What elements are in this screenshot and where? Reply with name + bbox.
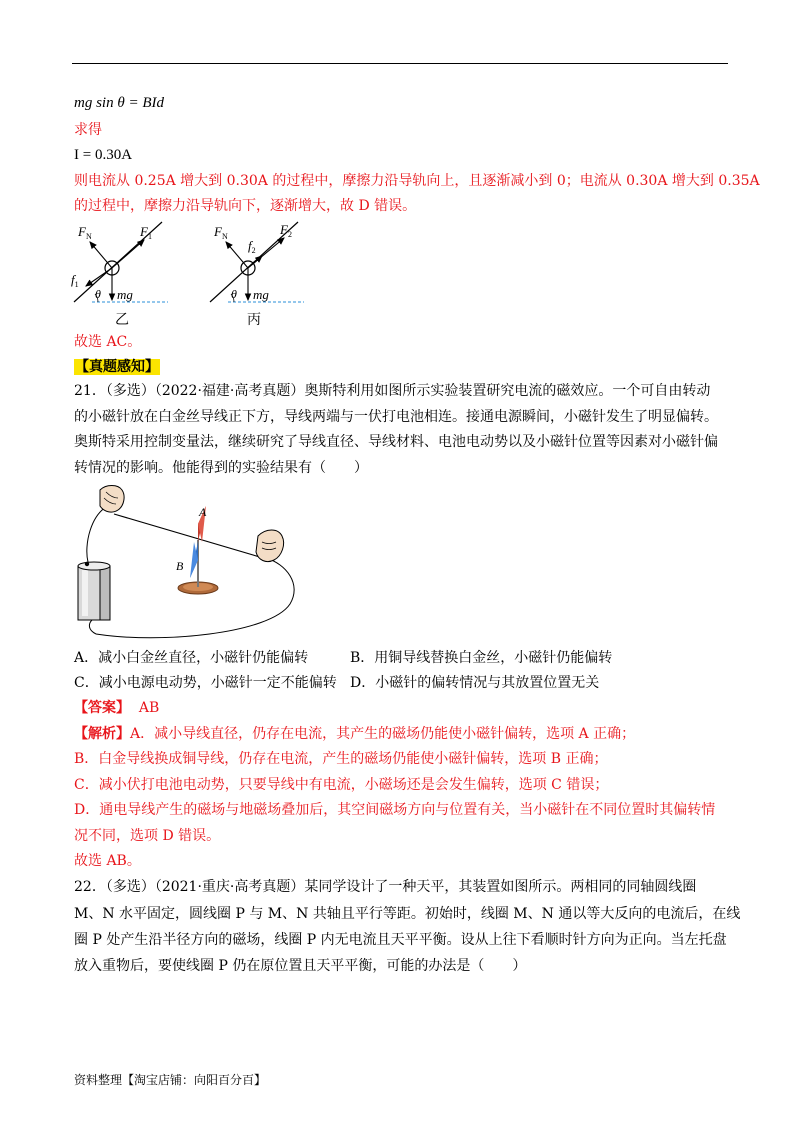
- right-hand-icon: [256, 530, 284, 562]
- caption-left: 乙: [115, 313, 129, 328]
- q21-stem-line-3: 奥斯特采用控制变量法，继续研究了导线直径、导线材料、电池电动势以及小磁针位置等因素对小磁针偏: [74, 434, 718, 450]
- label-applied-force-right: $F_2$: [280, 222, 292, 239]
- equation-force-balance: mg sin θ = BId: [74, 95, 164, 111]
- answer-value: AB: [138, 700, 160, 716]
- equation-current: I = 0.30A: [74, 147, 133, 163]
- battery-icon: [78, 562, 110, 620]
- label-theta-left: θ: [95, 287, 101, 301]
- q21-option-a: A．减小白金丝直径，小磁针仍能偏转: [74, 650, 309, 666]
- q21-option-c: C．减小电源电动势，小磁针一定不能偏转: [74, 675, 337, 691]
- force-diagrams: [60, 216, 350, 332]
- label-friction-left: $f_1$: [71, 272, 79, 289]
- q22-stem-line-2: M、N 水平固定，圆线圈 P 与 M、N 共轴且平行等距。初始时，线圈 M、N 通以等大反向的电流后，在线: [74, 906, 741, 922]
- q21-option-d: D．小磁针的偏转情况与其放置位置无关: [350, 675, 600, 691]
- q21-analysis-line-3: C．减小伏打电池电动势，只要导线中有电流，小磁场还是会发生偏转，选项 C 错误；: [74, 777, 609, 793]
- choose-ac: 故选 AC。: [74, 334, 142, 350]
- q22-stem-line-1: 22．（多选）（2021·重庆·高考真题）某同学设计了一种天平，其装置如图所示。两相同的同轴圆线圈: [74, 879, 697, 895]
- q21-analysis-line-4: D．通电导线产生的磁场与地磁场叠加后，其空间磁场方向与位置有关，当小磁针在不同位置时其偏转情: [74, 802, 716, 818]
- solution-paragraph-line-1: 则电流从 0.25A 增大到 0.30A 的过程中，摩擦力沿导轨向上，且逐渐减小到 0；电流从 0.30A 增大到 0.35A: [74, 173, 760, 189]
- q21-analysis-line-5: 况不同，选项 D 错误。: [74, 828, 221, 844]
- label-gravity-left: mg: [117, 287, 133, 302]
- q22-stem-line-4: 放入重物后，要使线圈 P 仍在原位置且天平平衡，可能的办法是（ ）: [74, 958, 527, 974]
- q22-stem-line-3: 圈 P 处产生沿半径方向的磁场，线圈 P 内无电流且天平平衡。设从上往下看顺时针方向为正向。当左托盘: [74, 932, 727, 948]
- section-tag: 【真题感知】: [75, 359, 159, 375]
- obtain-label: 求得: [74, 122, 102, 138]
- oersted-apparatus-figure: [70, 484, 310, 642]
- q21-analysis-line-1: 【解析】A．减小导线直径，仍存在电流，其产生的磁场仍能使小磁针偏转，选项 A 正确；: [74, 726, 636, 742]
- needle-label-a: A: [199, 505, 207, 519]
- label-normal-force-right: $F_N$: [214, 224, 228, 241]
- q21-answer: [74, 698, 159, 718]
- answer-label: 【答案】: [74, 700, 130, 716]
- label-theta-right: θ: [231, 287, 237, 301]
- label-normal-force-left: $F_N$: [78, 224, 92, 241]
- force-diagram-left: [71, 222, 168, 328]
- choose-ab: 故选 AB。: [74, 853, 141, 869]
- q21-option-b: B．用铜导线替换白金丝，小磁针仍能偏转: [350, 650, 613, 666]
- page-footer: 资料整理【淘宝店铺：向阳百分百】: [74, 1073, 267, 1087]
- label-applied-force-left: $F_1$: [140, 224, 152, 241]
- header-rule: [72, 63, 728, 64]
- left-hand-icon: [100, 486, 124, 513]
- force-diagram-right: [210, 222, 304, 328]
- caption-right: 丙: [247, 313, 261, 328]
- q21-analysis-line-2: B．白金导线换成铜导线，仍存在电流，产生的磁场仍能使小磁针偏转，选项 B 正确；: [74, 751, 608, 767]
- q21-stem-line-1: 21．（多选）（2022·福建·高考真题）奥斯特利用如图所示实验装置研究电流的磁效应。一个可自由转动: [74, 383, 711, 399]
- label-friction-right: $f_2$: [248, 238, 256, 255]
- solution-paragraph-line-2: 的过程中，摩擦力沿导轨向下，逐渐增大，故 D 错误。: [74, 198, 417, 214]
- compass-needle-icon: [178, 506, 218, 594]
- q21-stem-line-4: 转情况的影响。他能得到的实验结果有（ ）: [74, 460, 368, 476]
- needle-label-b: B: [176, 559, 184, 573]
- q21-stem-line-2: 的小磁针放在白金丝导线正下方，导线两端与一伏打电池相连。接通电源瞬间，小磁针发生了明显偏转。: [74, 409, 718, 425]
- label-gravity-right: mg: [253, 287, 269, 302]
- analysis-label: 【解析】: [74, 726, 130, 742]
